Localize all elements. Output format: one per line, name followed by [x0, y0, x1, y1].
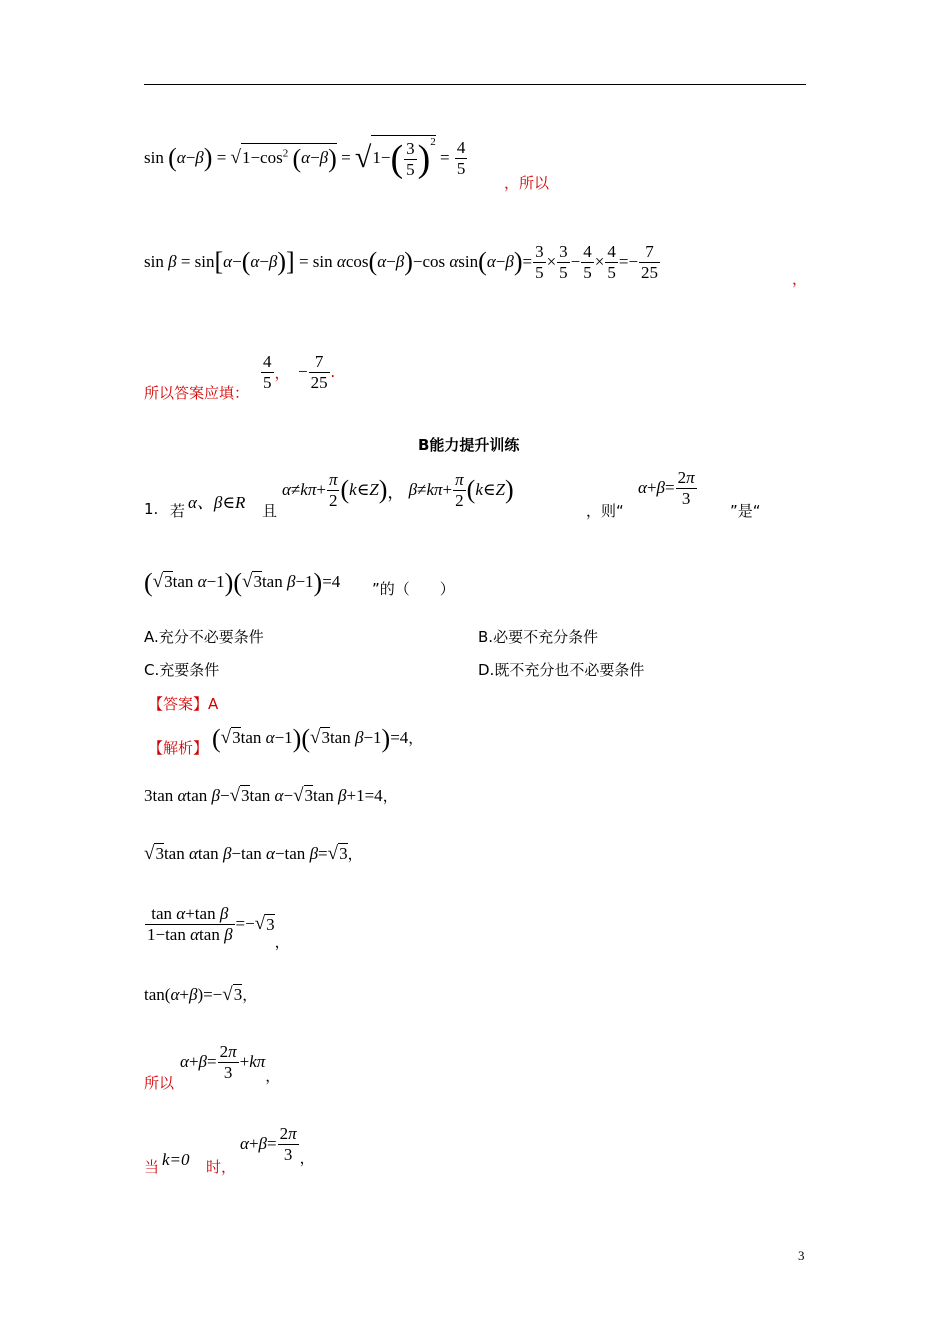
step-2: 3tan αtan β−√3tan α−√3tan β+1=4，: [144, 785, 398, 806]
answer-line: 【答案】A: [148, 695, 219, 713]
shi-label: 时，: [206, 1158, 237, 1176]
step-4: $\frac{\text{tan α+tan β}}{\text{1−tan αtan β}}$ =− √ 3 ，: [147, 903, 290, 951]
step-3: √3tan αtan β−tan α−tan β=√3，: [144, 843, 363, 864]
question-cond-alpha: α ≠ kπ + $\frac{\pi}{2}$ ( k ∈ Z ) ， β ≠ kπ + $\frac{\pi}{2}$ ( k ∈ Z ): [282, 469, 514, 510]
so-label: 所以: [144, 1074, 175, 1092]
step-5: tan(α+β)=−√3，: [144, 984, 258, 1005]
section-title: B能力提升训练: [418, 436, 520, 454]
option-b[interactable]: B.必要不充分条件: [478, 628, 599, 646]
step-6: α + β = $\frac{2\pi}{3}$ + kπ ，: [180, 1041, 281, 1085]
answer-prefix: 所以答案应填：: [144, 384, 250, 402]
so-text-1: ，所以: [504, 174, 550, 192]
k-zero: k=0: [162, 1150, 190, 1169]
question-ze: ，则“: [586, 502, 624, 520]
when-label: 当: [144, 1158, 160, 1176]
option-a[interactable]: A.充分不必要条件: [144, 628, 264, 646]
option-c[interactable]: C.充要条件: [144, 661, 220, 679]
question-ruo: 若: [170, 502, 186, 520]
question-number: 1.: [144, 500, 159, 518]
page-number: 3: [798, 1248, 805, 1263]
option-d[interactable]: D.既不充分也不必要条件: [478, 661, 645, 679]
step-1: (√3tan α−1)(√3tan β−1)=4，: [212, 724, 424, 753]
question-cond-set: α、β∈R: [188, 493, 246, 512]
step-7: α + β = $\frac{2\pi}{3}$ ，: [240, 1123, 315, 1167]
question-de: ”的（ ）: [372, 580, 455, 598]
comma-1: ，: [792, 270, 808, 288]
question-shi: ”是“: [730, 502, 761, 520]
analysis-tag: 【解析】: [148, 739, 209, 757]
answer-values: $\frac{4}{5}$ ， − $\frac{7}{25}$ .: [263, 351, 335, 392]
eq-sin-beta: sin β = sin [ α − ( α − β ) ] = sin α cos ( α − β ) −cos α sin ( α − β ) = $\frac{3}{5}$ × $\frac{3}{5}$ − $\frac{4}{5}$ × $\frac{4}{5}$ =− $\frac{7}{25}$: [144, 241, 659, 282]
header-rule: [144, 84, 806, 85]
question-cond-product: (√3tan α−1)(√3tan β−1)=4: [144, 568, 341, 597]
eq-sin-diff: sin ( α − β ) = √ $1-\cos^2$ (α−β) = √ 1−( $\frac{3}{5}$ )$^2$ = $\frac{4}{5}$: [144, 135, 466, 181]
question-cond-sum: α + β = $\frac{2\pi}{3}$: [638, 467, 695, 508]
question-qie: 且: [262, 502, 278, 520]
